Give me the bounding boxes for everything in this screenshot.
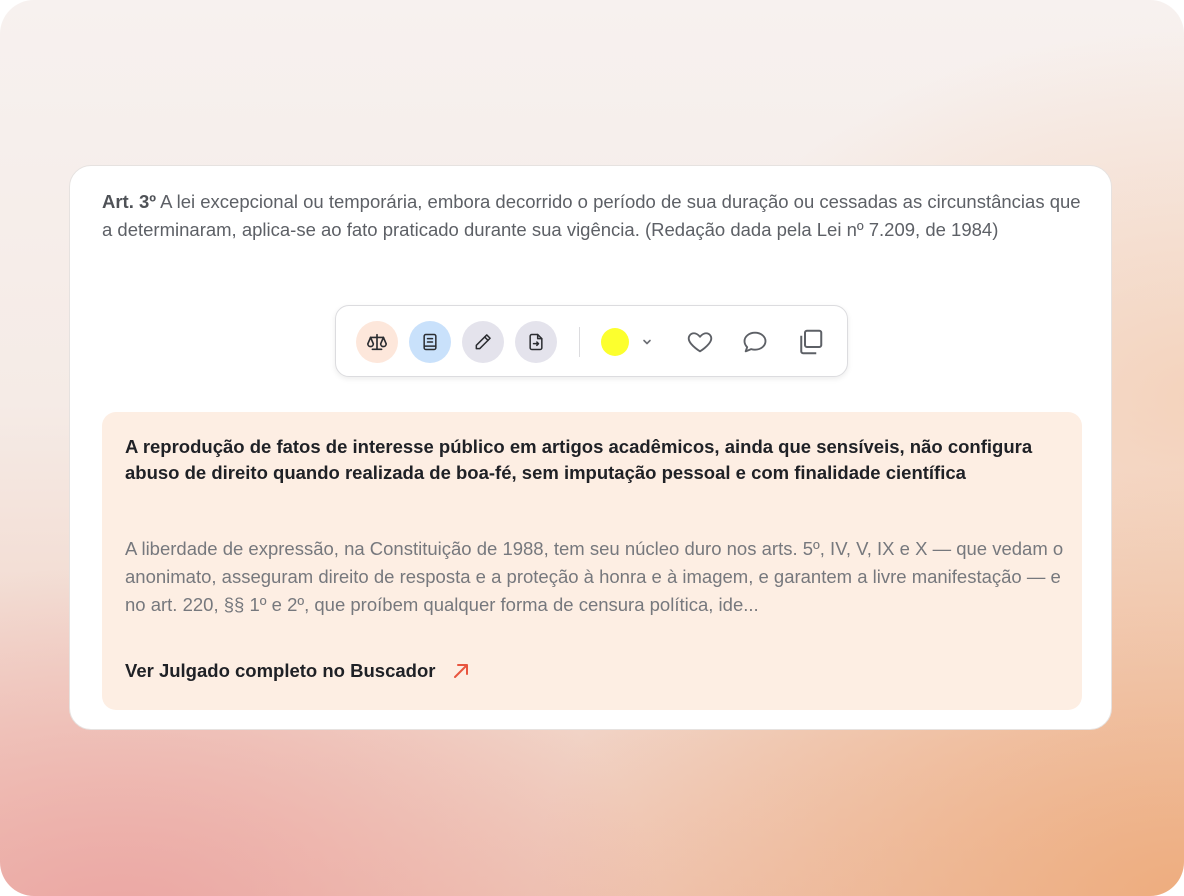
scales-icon <box>366 331 388 353</box>
comment-icon <box>740 328 770 356</box>
copy-button[interactable] <box>794 326 826 358</box>
arrow-up-right-icon <box>451 661 471 681</box>
article-card <box>69 165 1112 730</box>
highlight-color-picker[interactable] <box>601 327 657 357</box>
ruling-excerpt: A liberdade de expressão, na Constituição de 1988, tem seu núcleo duro nos arts. 5º, IV, V, IX e X — que vedam o anonimato, asseguram direito de resposta e a proteção à honra e à imagem, e garantem a livre manifestação — e no art. 220, §§ 1º e 2º, que proíbem qualquer forma de censura política, ide... <box>125 538 1064 615</box>
article-number: Art. 3º <box>102 191 157 212</box>
view-full-ruling-link[interactable] <box>125 660 471 682</box>
book-icon <box>420 332 440 352</box>
comment-button[interactable] <box>739 326 771 358</box>
annotation-toolbar <box>335 305 848 377</box>
copy-icon <box>795 327 825 357</box>
law-button[interactable] <box>356 321 398 363</box>
article-body: A lei excepcional ou temporária, embora decorrido o período de sua duração ou cessadas as circunstâncias que a determinaram, aplica-se ao fato praticado durante sua vigência. (Redação dada pela Lei nº 7.209, de 1984) <box>102 191 1081 240</box>
toolbar-divider <box>579 327 580 357</box>
highlight-color-swatch <box>601 328 629 356</box>
ruling-card <box>102 412 1082 710</box>
ruling-title: A reprodução de fatos de interesse público em artigos acadêmicos, ainda que sensíveis, não configura abuso de direito quando realizada de boa-fé, sem imputação pessoal e com finalidade científica <box>125 436 1033 483</box>
favorite-button[interactable] <box>684 326 716 358</box>
book-button[interactable] <box>409 321 451 363</box>
view-full-ruling-label: Ver Julgado completo no Buscador <box>125 660 436 681</box>
article-text[interactable] <box>102 188 1082 244</box>
pencil-icon <box>473 332 493 352</box>
edit-button[interactable] <box>462 321 504 363</box>
export-button[interactable] <box>515 321 557 363</box>
chevron-down-icon <box>641 336 653 348</box>
file-export-icon <box>526 332 546 352</box>
heart-icon <box>685 328 715 356</box>
